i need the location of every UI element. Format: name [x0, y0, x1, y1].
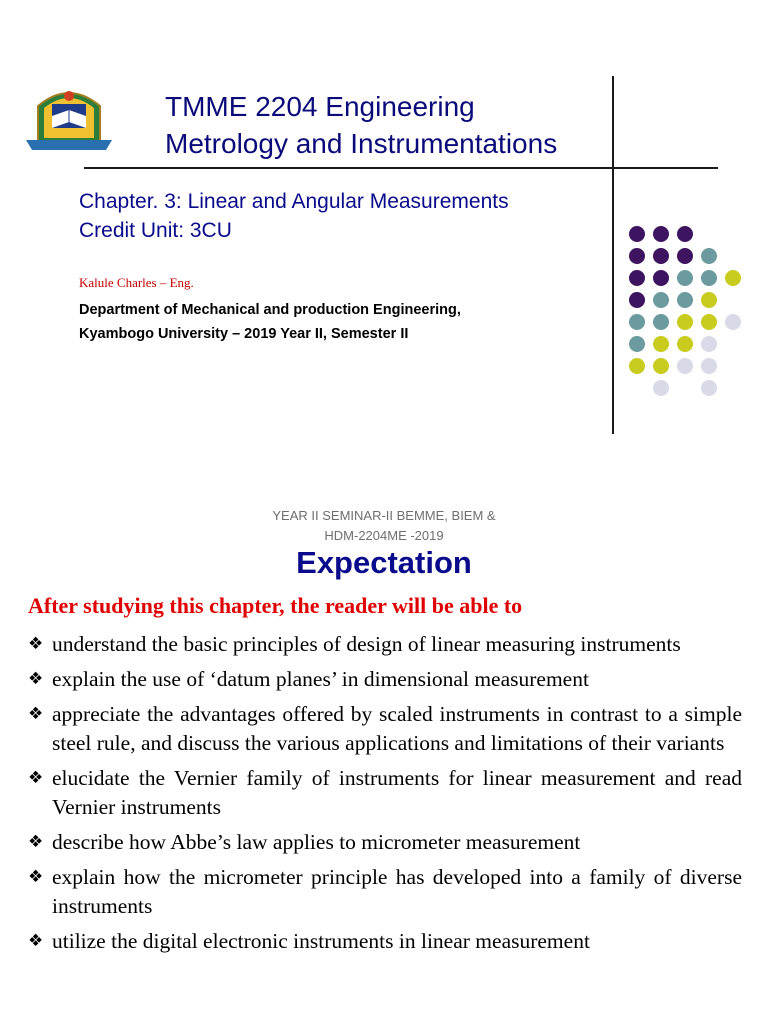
university-logo [18, 74, 120, 154]
department-line2: Kyambogo University – 2019 Year II, Semester II [79, 326, 409, 342]
dot [677, 336, 693, 352]
decorative-dot-grid [620, 220, 750, 410]
dot [629, 270, 645, 286]
dot [653, 380, 669, 396]
diamond-bullet-icon: ❖ [28, 634, 44, 654]
dot [701, 358, 717, 374]
diamond-bullet-icon: ❖ [28, 704, 44, 724]
dot [701, 248, 717, 264]
dot [677, 314, 693, 330]
dot [629, 292, 645, 308]
dot [629, 248, 645, 264]
intro-text: After studying this chapter, the reader will be able to [28, 593, 523, 618]
list-item [28, 700, 742, 758]
chapter-info [79, 187, 509, 245]
dot [629, 314, 645, 330]
diamond-bullet-icon: ❖ [28, 669, 44, 689]
dot [725, 270, 741, 286]
objective-text: explain how the micrometer principle has developed into a family of diverse instruments [52, 865, 742, 918]
seminar-header [0, 506, 768, 546]
objective-text: understand the basic principles of design of linear measuring instruments [52, 632, 681, 656]
dot [629, 336, 645, 352]
seminar-line2: HDM-2204ME -2019 [324, 528, 444, 543]
list-item [28, 863, 742, 921]
dot [653, 358, 669, 374]
dot [629, 358, 645, 374]
dot [677, 226, 693, 242]
list-item [28, 828, 742, 857]
course-title-line1: TMME 2204 Engineering [165, 91, 475, 122]
objective-text: appreciate the advantages offered by scaled instruments in contrast to a simple steel rule, and discuss the various applications and limitations of their variants [52, 702, 742, 755]
list-item [28, 665, 742, 694]
dot [701, 314, 717, 330]
dot [653, 314, 669, 330]
dot [677, 358, 693, 374]
objectives-list [28, 630, 742, 962]
dot [677, 270, 693, 286]
list-item [28, 630, 742, 659]
credit-unit: Credit Unit: 3CU [79, 219, 232, 242]
department-info [79, 298, 461, 346]
seminar-line1: YEAR II SEMINAR-II BEMME, BIEM & [272, 508, 496, 523]
dot [629, 226, 645, 242]
dot [653, 226, 669, 242]
diamond-bullet-icon: ❖ [28, 768, 44, 788]
diamond-bullet-icon: ❖ [28, 867, 44, 887]
list-item [28, 764, 742, 822]
horizontal-divider [84, 167, 718, 169]
diamond-bullet-icon: ❖ [28, 931, 44, 951]
department-line1: Department of Mechanical and production Engineering, [79, 302, 461, 318]
course-title-line2: Metrology and Instrumentations [165, 128, 558, 159]
dot [653, 248, 669, 264]
dot [701, 336, 717, 352]
objective-text: elucidate the Vernier family of instruments for linear measurement and read Vernier instruments [52, 766, 742, 819]
dot [653, 336, 669, 352]
dot [653, 270, 669, 286]
dot [677, 248, 693, 264]
chapter-title: Chapter. 3: Linear and Angular Measurements [79, 190, 509, 213]
dot [677, 292, 693, 308]
objective-text: explain the use of ‘datum planes’ in dimensional measurement [52, 667, 589, 691]
vertical-divider [612, 76, 614, 434]
objective-text: describe how Abbe’s law applies to micrometer measurement [52, 830, 581, 854]
diamond-bullet-icon: ❖ [28, 832, 44, 852]
dot [701, 380, 717, 396]
author-name: Kalule Charles – Eng. [79, 275, 194, 290]
dot [701, 270, 717, 286]
objective-text: utilize the digital electronic instruments in linear measurement [52, 929, 590, 953]
list-item [28, 927, 742, 956]
section-title: Expectation [296, 545, 472, 580]
dot [701, 292, 717, 308]
dot [653, 292, 669, 308]
dot [725, 314, 741, 330]
course-title [165, 88, 615, 162]
